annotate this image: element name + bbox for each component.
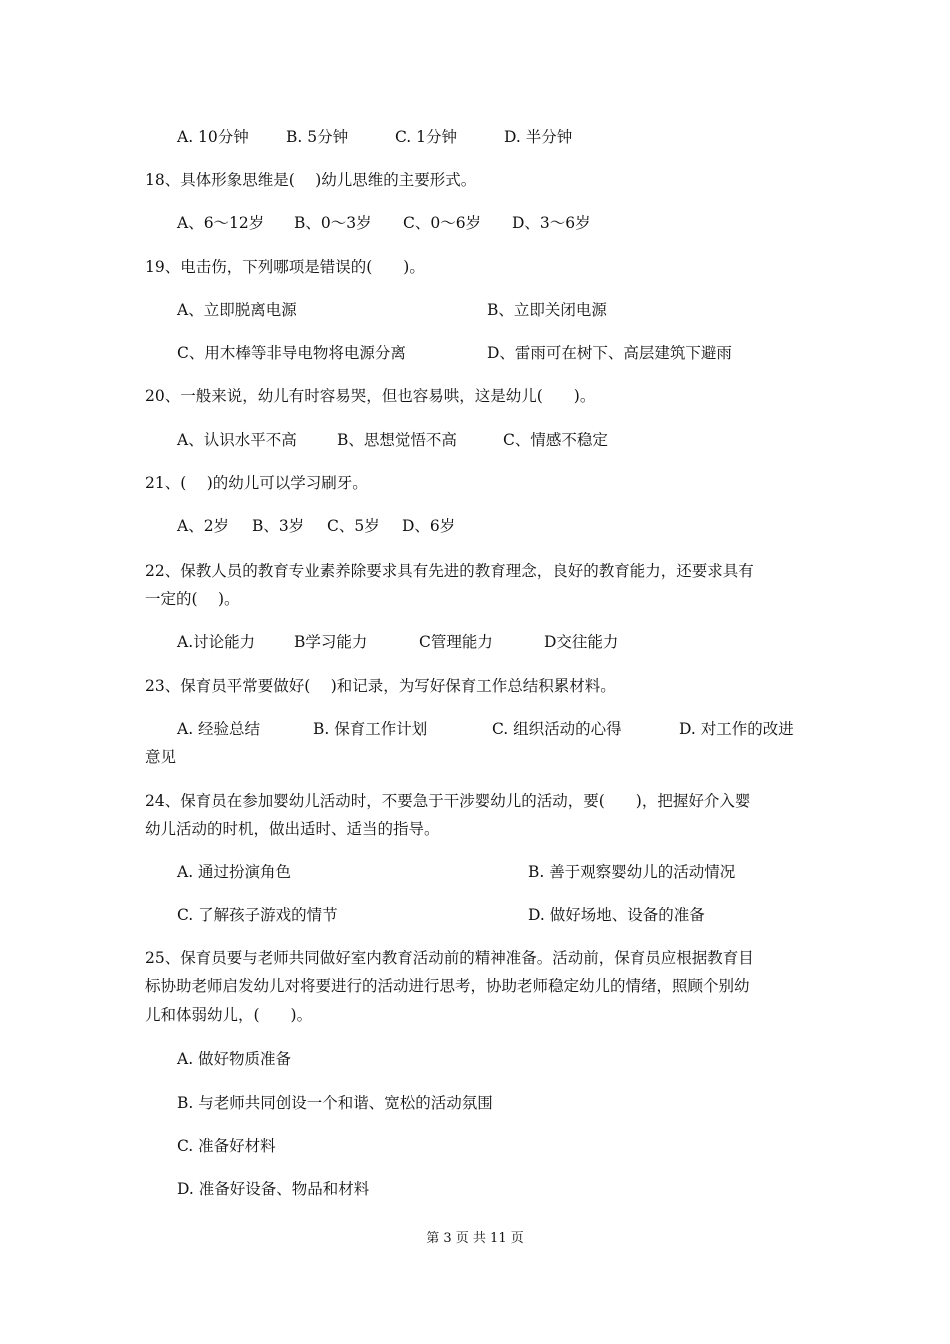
q22-option-c: C管理能力 bbox=[419, 633, 493, 651]
q22-stem-line-2: 一定的( )。 bbox=[145, 590, 240, 608]
q25-stem-line-3: 儿和体弱幼儿，( )。 bbox=[145, 1006, 313, 1024]
q24-option-b: B. 善于观察婴幼儿的活动情况 bbox=[528, 863, 736, 881]
q25-stem-line-2: 标协助老师启发幼儿对将要进行的活动进行思考，协助老师稳定幼儿的情绪，照顾个别幼 bbox=[145, 977, 750, 995]
q19-option-d: D、雷雨可在树下、高层建筑下避雨 bbox=[487, 344, 732, 362]
q25-stem-line-1: 25、保育员要与老师共同做好室内教育活动前的精神准备。活动前，保育员应根据教育目 bbox=[145, 949, 754, 967]
q25-option-b: B. 与老师共同创设一个和谐、宽松的活动氛围 bbox=[177, 1094, 493, 1112]
q23-option-c: C. 组织活动的心得 bbox=[492, 720, 622, 738]
q18-option-b: B、0～3岁 bbox=[294, 214, 372, 232]
q17-option-d: D. 半分钟 bbox=[504, 128, 573, 146]
q23-option-d: D. 对工作的改进 bbox=[679, 720, 794, 738]
q23-stem: 23、保育员平常要做好( )和记录，为写好保育工作总结积累材料。 bbox=[145, 677, 616, 695]
q17-option-a: A. 10分钟 bbox=[177, 128, 249, 146]
q23-option-d-continued: 意见 bbox=[145, 748, 177, 766]
q19-option-b: B、立即关闭电源 bbox=[487, 301, 607, 319]
q18-option-c: C、0～6岁 bbox=[403, 214, 482, 232]
q22-option-a: A.讨论能力 bbox=[177, 633, 256, 651]
q24-option-c: C. 了解孩子游戏的情节 bbox=[177, 906, 338, 924]
q18-option-d: D、3～6岁 bbox=[512, 214, 591, 232]
q24-option-d: D. 做好场地、设备的准备 bbox=[528, 906, 705, 924]
q24-option-a: A. 通过扮演角色 bbox=[177, 863, 292, 881]
q20-stem: 20、一般来说，幼儿有时容易哭，但也容易哄，这是幼儿( )。 bbox=[145, 387, 596, 405]
q17-option-c: C. 1分钟 bbox=[395, 128, 458, 146]
q21-option-d: D、6岁 bbox=[402, 517, 456, 535]
q25-option-c: C. 准备好材料 bbox=[177, 1137, 276, 1155]
q20-option-b: B、思想觉悟不高 bbox=[337, 431, 457, 449]
q21-option-b: B、3岁 bbox=[252, 517, 305, 535]
q23-option-a: A. 经验总结 bbox=[177, 720, 261, 738]
q24-stem-line-1: 24、保育员在参加婴幼儿活动时，不要急于干涉婴幼儿的活动，要( )，把握好介入婴 bbox=[145, 792, 751, 810]
q24-stem-line-2: 幼儿活动的时机，做出适时、适当的指导。 bbox=[145, 820, 440, 838]
q21-option-a: A、2岁 bbox=[177, 517, 230, 535]
q20-option-c: C、情感不稳定 bbox=[503, 431, 608, 449]
q21-stem: 21、( )的幼儿可以学习刷牙。 bbox=[145, 474, 368, 492]
q17-option-b: B. 5分钟 bbox=[286, 128, 349, 146]
q21-option-c: C、5岁 bbox=[327, 517, 380, 535]
q25-option-a: A. 做好物质准备 bbox=[177, 1050, 292, 1068]
q23-option-b: B. 保育工作计划 bbox=[313, 720, 428, 738]
q22-option-d: D交往能力 bbox=[544, 633, 619, 651]
q19-stem: 19、电击伤，下列哪项是错误的( )。 bbox=[145, 258, 425, 276]
q22-stem-line-1: 22、保教人员的教育专业素养除要求具有先进的教育理念，良好的教育能力，还要求具有 bbox=[145, 562, 754, 580]
q22-option-b: B学习能力 bbox=[294, 633, 368, 651]
q19-option-a: A、立即脱离电源 bbox=[177, 301, 297, 319]
q19-option-c: C、用木棒等非导电物将电源分离 bbox=[177, 344, 406, 362]
q18-stem: 18、具体形象思维是( )幼儿思维的主要形式。 bbox=[145, 171, 477, 189]
page-footer: 第 3 页 共 11 页 bbox=[426, 1231, 524, 1246]
q25-option-d: D. 准备好设备、物品和材料 bbox=[177, 1180, 370, 1198]
q20-option-a: A、认识水平不高 bbox=[177, 431, 297, 449]
q18-option-a: A、6～12岁 bbox=[177, 214, 265, 232]
